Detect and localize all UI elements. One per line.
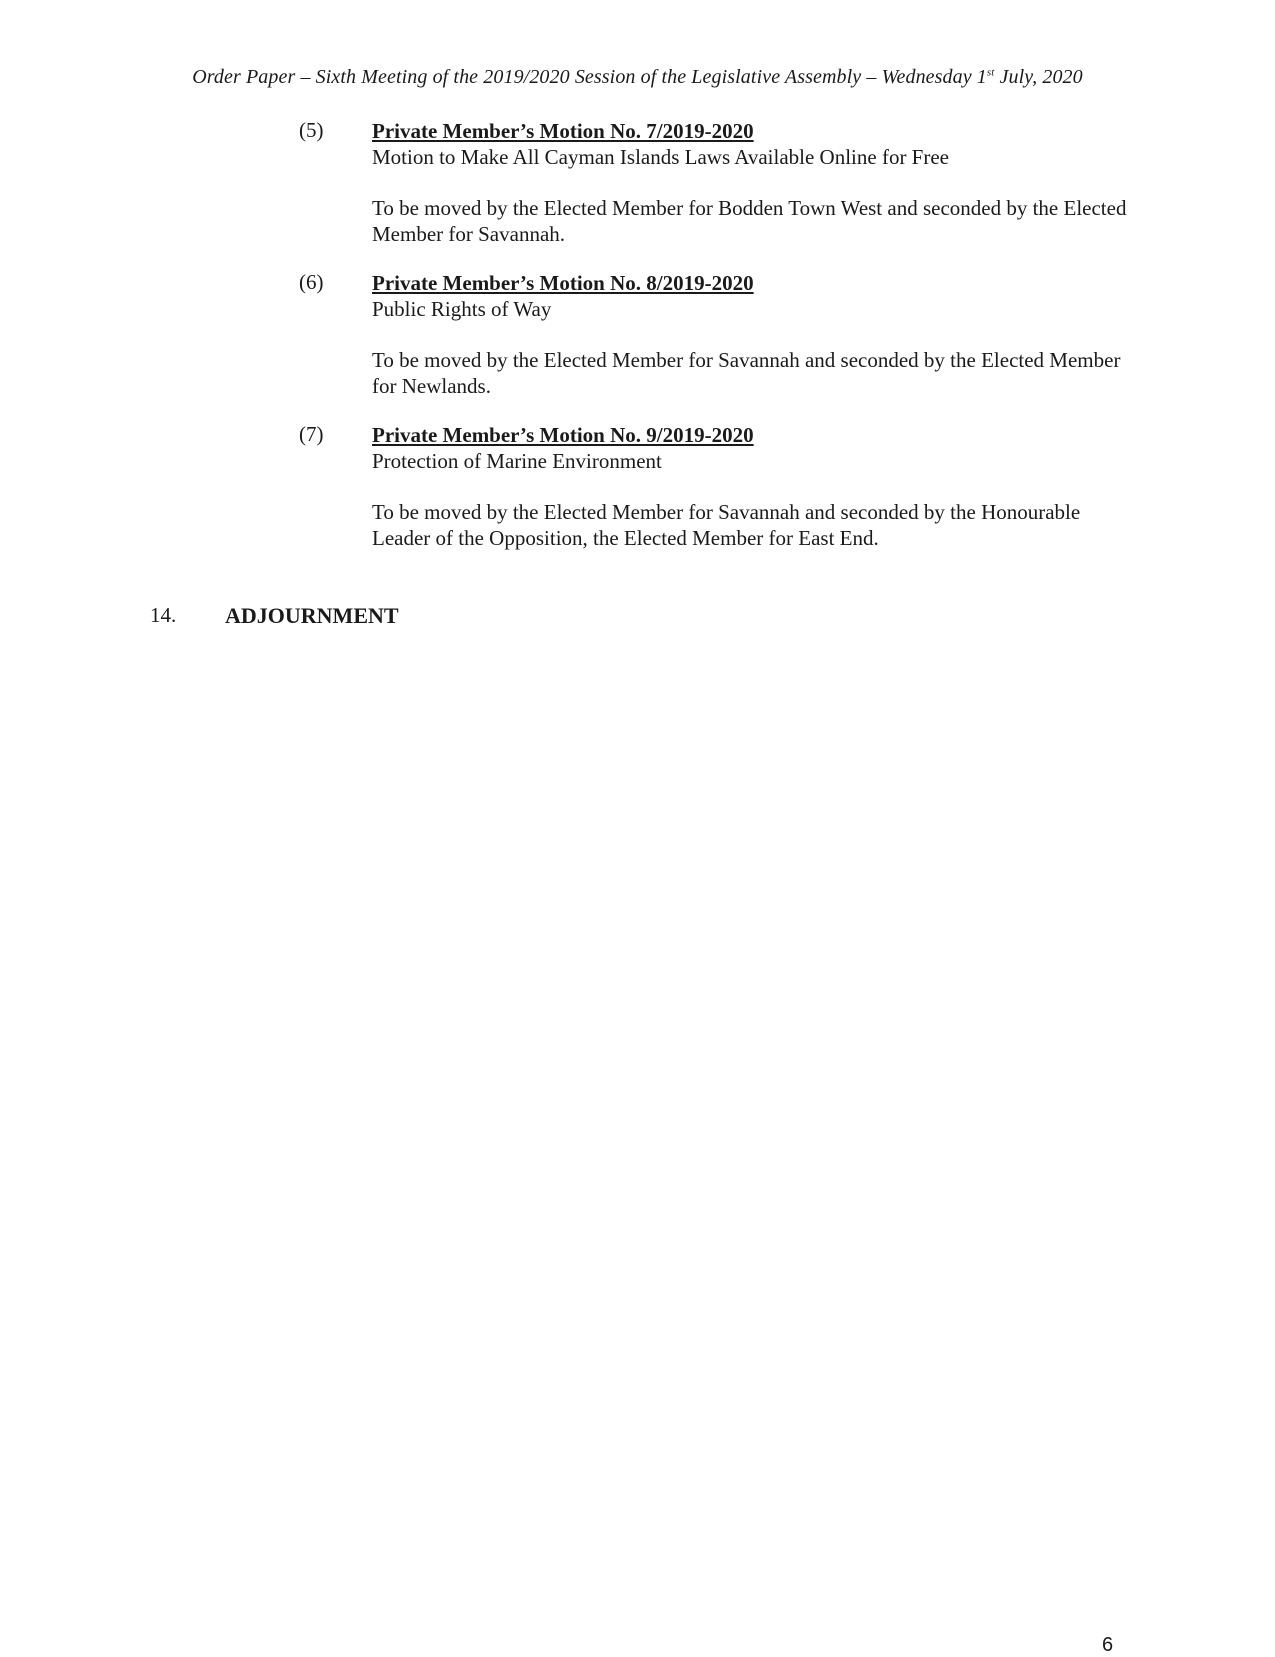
motion-title: Private Member’s Motion No. 7/2019-2020 — [372, 119, 754, 143]
motion-title: Private Member’s Motion No. 8/2019-2020 — [372, 271, 754, 295]
motion-number: (6) — [299, 270, 324, 294]
header-date-end: July, 2020 — [994, 66, 1083, 88]
motion-body — [372, 422, 1132, 551]
running-header — [0, 66, 1275, 89]
motion-subject: Protection of Marine Environment — [372, 449, 662, 473]
motion-description: To be moved by the Elected Member for Savannah and seconded by the Honourable Leader of the Opposition, the Elected Member for East End. — [372, 500, 1081, 550]
motion-title: Private Member’s Motion No. 9/2019-2020 — [372, 423, 754, 447]
motion-body — [372, 270, 1132, 399]
header-date: Wednesday 1 — [881, 66, 987, 88]
agenda-item-adjournment: ADJOURNMENT — [225, 603, 399, 628]
header-date-suffix: st — [986, 66, 995, 79]
header-prefix: Order Paper — [192, 66, 296, 88]
motion-description: To be moved by the Elected Member for Bodden Town West and seconded by the Elected Member for Savannah. — [372, 196, 1127, 246]
header-meeting: Sixth Meeting of the 2019/2020 Session of the Legislative Assembly — [315, 66, 862, 88]
motion-number: (7) — [299, 422, 324, 446]
motion-description: To be moved by the Elected Member for Savannah and seconded by the Elected Member for Newlands. — [372, 348, 1121, 398]
agenda-item-number: 14. — [150, 603, 177, 627]
motion-subject: Motion to Make All Cayman Islands Laws Available Online for Free — [372, 145, 949, 169]
motion-number: (5) — [299, 118, 324, 142]
header-dash: – — [295, 66, 316, 88]
page-number: 6 — [1102, 1634, 1114, 1656]
motion-subject: Public Rights of Way — [372, 297, 552, 321]
motion-body — [372, 118, 1132, 247]
header-dash: – — [861, 66, 882, 88]
